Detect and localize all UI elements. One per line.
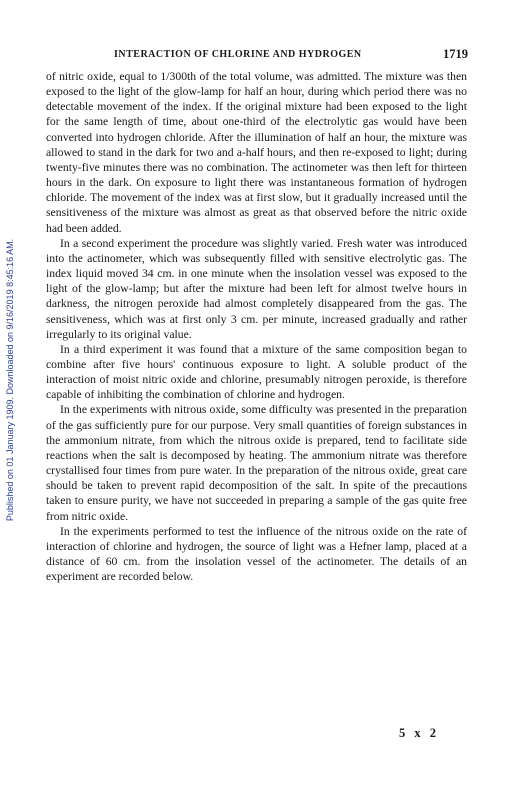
text-body	[46, 69, 467, 584]
side-note	[3, 155, 17, 605]
signature-mark: 5 x 2	[399, 726, 439, 740]
paragraph-third-experiment: In a third experiment it was found that a mixture of the same composition began to combine after five hours' continuous exposure to light. A soluble product of the interaction of moist nitric oxide and chlorine, presumably nitrogen peroxide, is therefore capable of inhibiting the combination of chlorine and hydrogen.	[46, 342, 467, 402]
running-title: INTERACTION OF CHLORINE AND HYDROGEN	[114, 49, 362, 60]
page-number: 1719	[443, 47, 468, 61]
paragraph-hefner-lamp: In the experiments performed to test the influence of the nitrous oxide on the rate of interaction of chlorine and hydrogen, the source of light was a Hefner lamp, placed at a distance of 60 cm. from the insolation vessel of the actinometer. The details of an experiment are recorded below.	[46, 524, 467, 584]
paragraph-second-experiment: In a second experiment the procedure was slightly varied. Fresh water was introduced into the actinometer, which was subsequently filled with sensitive electrolytic gas. The index liquid moved 34 cm. in one minute when the insolation vessel was exposed to the light of the glow-lamp; but after the mixture had been left for almost twelve hours in darkness, the nitrogen peroxide had almost completely disappeared from the gas. The sensitiveness, which was at first only 3 cm. per minute, increased gradually and rather irregularly to its original value.	[46, 236, 467, 341]
running-head	[44, 47, 468, 63]
side-note-text: Published on 01 January 1909. Downloaded on 9/16/2019 8:45:16 AM.	[5, 238, 15, 522]
paragraph-continuation: of nitric oxide, equal to 1/300th of the total volume, was admitted. The mixture was then exposed to the light of the glow-lamp for half an hour, during which period there was no detectable movement of the index. If the original mixture had been exposed to the light for the same length of time, about one-third of the electrolytic gas would have been converted into hydrogen chloride. After the illumination of half an hour, the mixture was allowed to stand in the dark for two and a-half hours, and then re-exposed to light; during twenty-five minutes there was no combination. The actinometer was then left for thirteen hours in the dark. On exposure to light there was instantaneous formation of hydrogen chloride. The movement of the index was at first slow, but it gradually increased until the sensitiveness of the mixture was almost as great as that observed before the nitric oxide had been added.	[46, 70, 467, 235]
paragraph-nitrous-oxide: In the experiments with nitrous oxide, some difficulty was presented in the preparation of the gas sufficiently pure for our purpose. Very small quantities of foreign substances in the ammonium nitrate, from which the nitrous oxide is prepared, tend to facilitate side reactions when the salt is decomposed by heating. The ammonium nitrate was therefore crystallised four times from pure water. In the preparation of the nitrous oxide, great care should be taken to prevent rapid decomposition of the salt. In spite of the precautions taken to ensure purity, we have not succeeded in preparing a sample of the gas quite free from nitric oxide.	[46, 403, 467, 523]
